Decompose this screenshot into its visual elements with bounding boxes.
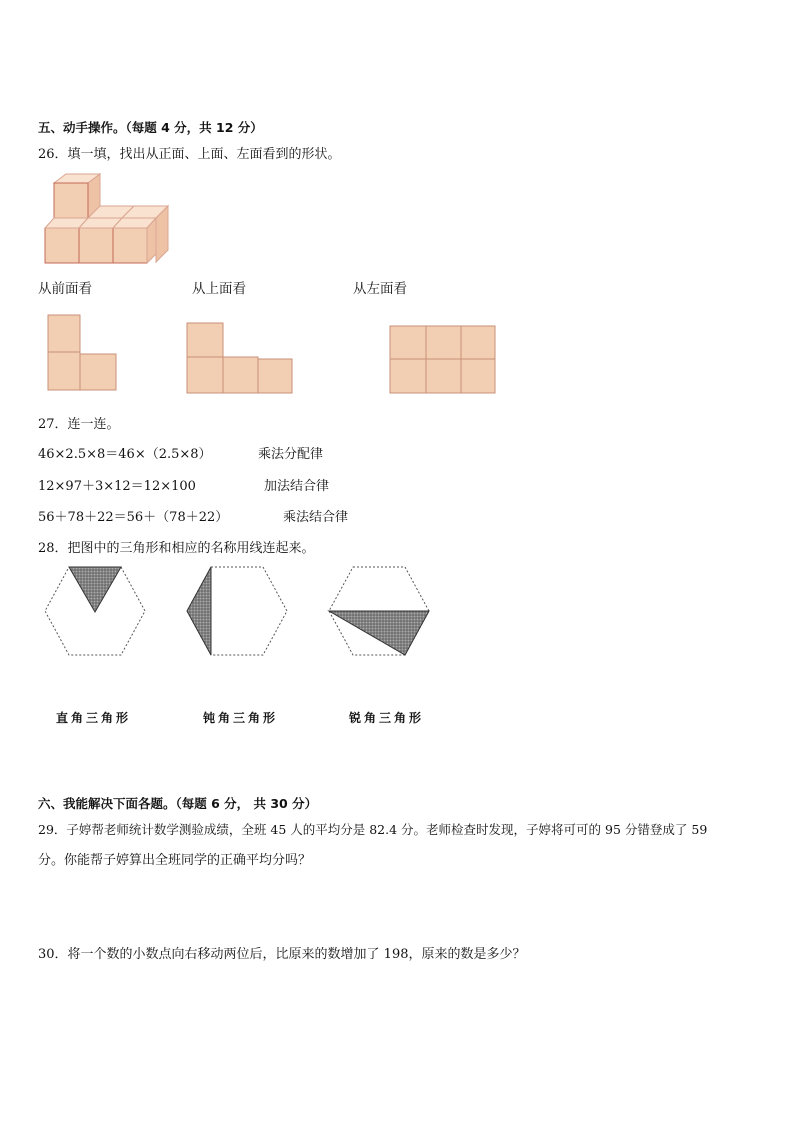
question-29-line-1: 29．子婷帮老师统计数学测验成绩，全班 45 人的平均分是 82.4 分。老师检查时发现，子婷将可可的 95 分错登成了 59 [38,822,708,837]
top-view-figure [186,322,294,394]
front-view-figure [47,314,119,392]
question-30: 30．将一个数的小数点向右移动两位后，比原来的数增加了 198，原来的数是多少？ [38,947,526,962]
question-26: 26．填一填，找出从正面、上面、左面看到的形状。 [38,147,341,162]
view-label-top: 从上面看 [192,281,246,297]
left-view-figure [389,325,497,395]
hexagon-figure-2 [186,566,288,656]
law-1: 乘法分配律 [258,447,324,462]
question-29-line-2: 分。你能帮子婷算出全班同学的正确平均分吗？ [38,853,312,868]
question-28: 28．把图中的三角形和相应的名称用线连起来。 [38,541,315,556]
view-label-left: 从左面看 [353,281,407,297]
cube-stack-figure [42,172,172,267]
expression-1: 46×2.5×8＝46×（2.5×8） [38,447,212,462]
view-label-front: 从前面看 [38,281,92,297]
section-6-title: 六、我能解决下面各题。（每题 6 分， 共 30 分） [38,796,318,811]
triangle-label-right: 直角三角形 [56,711,132,725]
hexagon-figure-3 [328,566,430,656]
triangle-label-acute: 锐角三角形 [349,711,425,725]
question-27: 27．连一连。 [38,417,120,432]
section-5-title: 五、动手操作。（每题 4 分，共 12 分） [38,120,263,135]
law-3: 乘法结合律 [283,510,349,525]
expression-2: 12×97＋3×12＝12×100 [38,479,196,494]
expression-3: 56＋78＋22＝56＋（78＋22） [38,510,229,525]
law-2: 加法结合律 [264,479,330,494]
hexagon-figure-1 [44,566,146,656]
triangle-label-obtuse: 钝角三角形 [203,711,279,725]
